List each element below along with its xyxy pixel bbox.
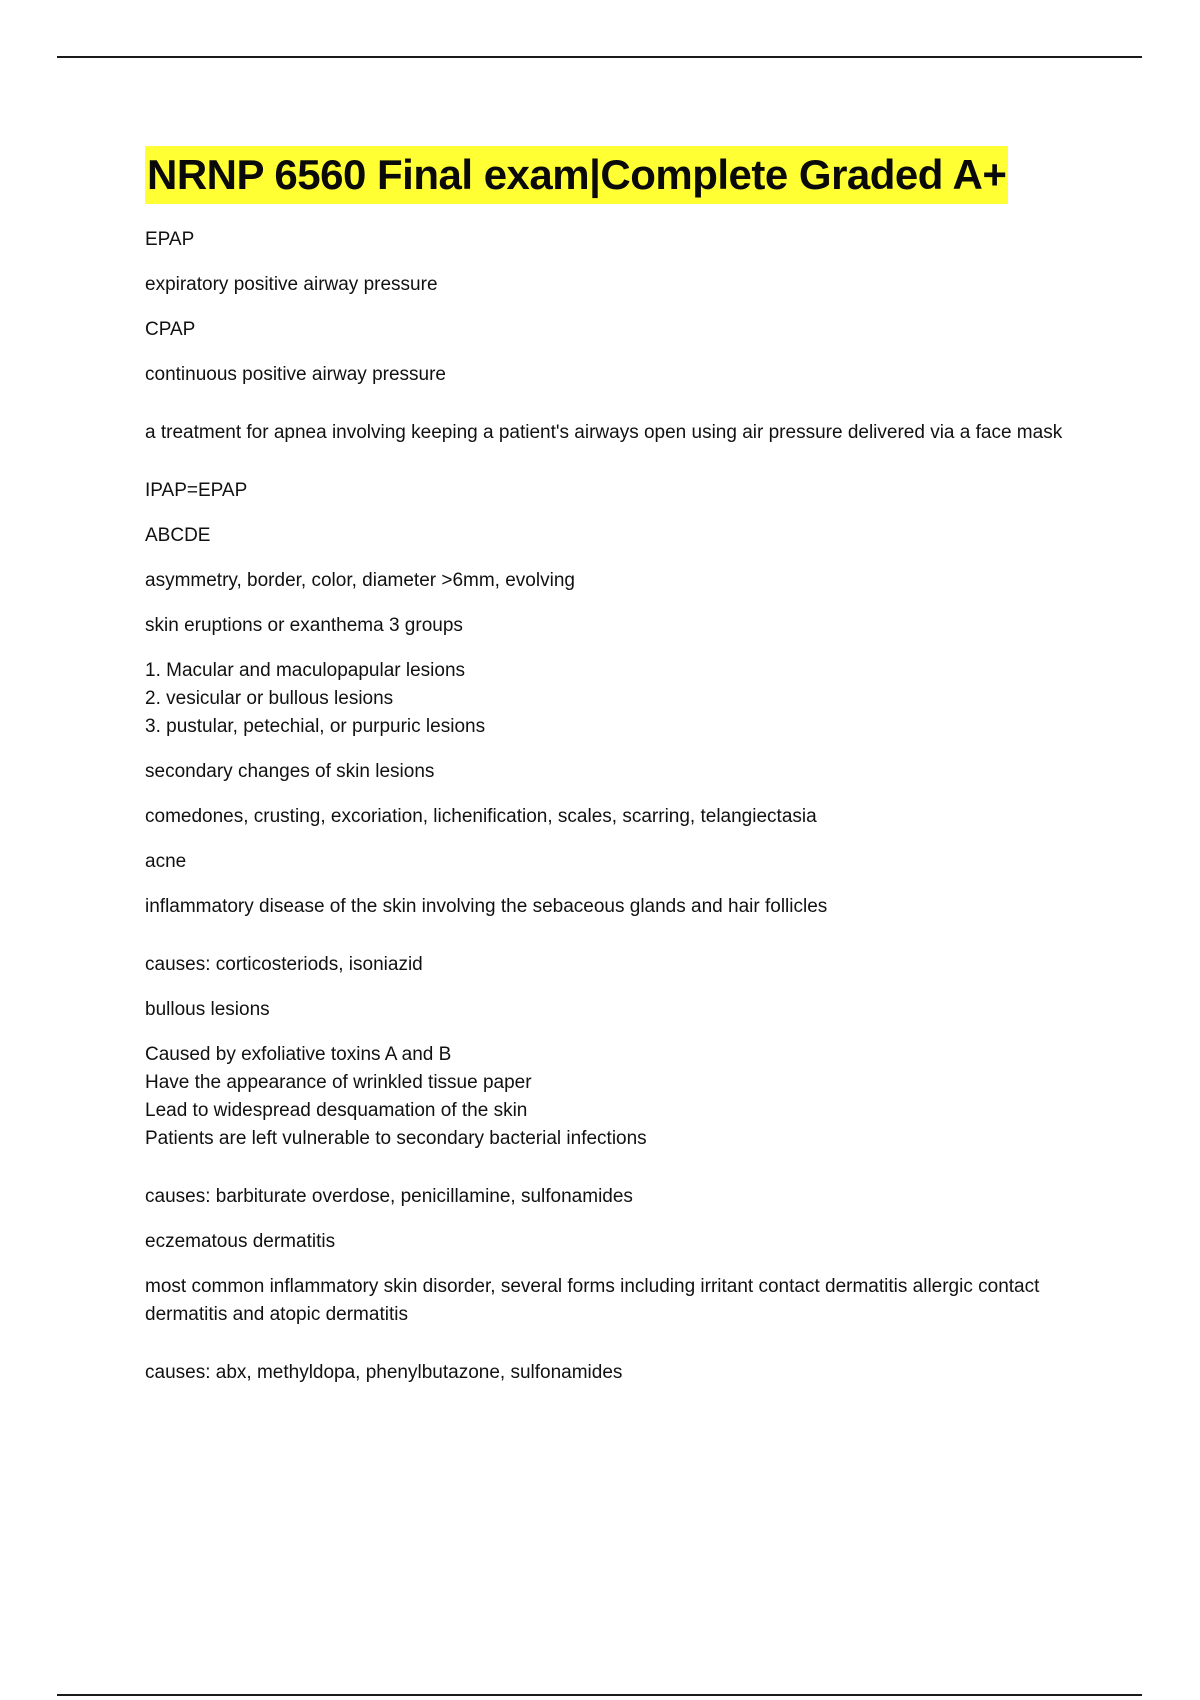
top-rule [57, 56, 1142, 58]
list-item: 1. Macular and maculopapular lesions [145, 660, 466, 681]
list-item: 3. pustular, petechial, or purpuric lesions [145, 716, 486, 737]
definition-secondary-changes: comedones, crusting, excoriation, lichenification, scales, scarring, telangiectasia [145, 806, 817, 827]
description-line: Patients are left vulnerable to secondary bacterial infections [145, 1128, 647, 1149]
definition-abcde: asymmetry, border, color, diameter >6mm, evolving [145, 570, 575, 591]
definition-acne: inflammatory disease of the skin involving the sebaceous glands and hair follicles [145, 896, 828, 917]
term-abcde: ABCDE [145, 525, 211, 546]
title-block [145, 146, 1008, 204]
description-line: Caused by exfoliative toxins A and B [145, 1044, 452, 1065]
document-body [145, 226, 1095, 1404]
bullous-lesions-description [145, 1041, 1095, 1153]
bullous-causes: causes: barbiturate overdose, penicillamine, sulfonamides [145, 1186, 633, 1207]
term-skin-eruptions: skin eruptions or exanthema 3 groups [145, 615, 463, 636]
skin-eruption-groups-list [145, 657, 1095, 741]
description-line: Have the appearance of wrinkled tissue paper [145, 1072, 532, 1093]
definition-epap: expiratory positive airway pressure [145, 274, 438, 295]
term-cpap: CPAP [145, 319, 196, 340]
document-title: NRNP 6560 Final exam|Complete Graded A+ [145, 146, 1008, 204]
cpap-description: a treatment for apnea involving keeping a patient's airways open using air pressure delivered via a face mask [145, 422, 1063, 443]
term-epap: EPAP [145, 229, 195, 250]
bottom-rule [57, 1694, 1142, 1696]
list-item: 2. vesicular or bullous lesions [145, 688, 394, 709]
definition-cpap: continuous positive airway pressure [145, 364, 446, 385]
eczematous-causes: causes: abx, methyldopa, phenylbutazone, sulfonamides [145, 1362, 623, 1383]
term-acne: acne [145, 851, 187, 872]
term-secondary-changes: secondary changes of skin lesions [145, 761, 435, 782]
definition-eczematous-dermatitis: most common inflammatory skin disorder, several forms including irritant contact dermatitis allergic contact dermatitis and atopic dermatitis [145, 1276, 1040, 1325]
term-eczematous-dermatitis: eczematous dermatitis [145, 1231, 336, 1252]
ipap-epap-note: IPAP=EPAP [145, 480, 248, 501]
term-bullous-lesions: bullous lesions [145, 999, 270, 1020]
acne-causes: causes: corticosteriods, isoniazid [145, 954, 423, 975]
description-line: Lead to widespread desquamation of the skin [145, 1100, 528, 1121]
